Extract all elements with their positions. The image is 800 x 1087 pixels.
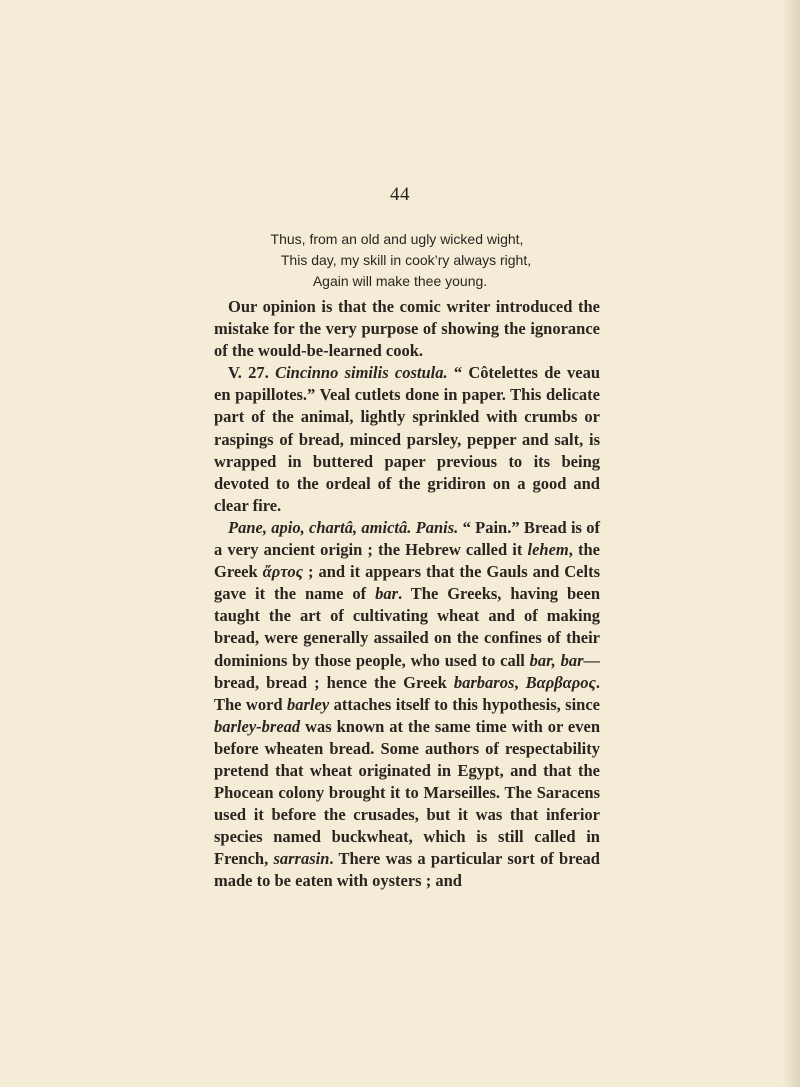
- paragraph: [214, 296, 600, 362]
- text-run: “ Côtelettes de veau en papillotes.” Veal cutlets done in paper. This delicate part of the animal, lightly sprinkled with crumbs or raspings of bread, minced parsley, pepper and salt, is wrapped in buttered paper previous to its being devoted to the ordeal of the gridiron on a good and clear fire.: [214, 363, 600, 515]
- italic-text-run: barley: [287, 694, 330, 714]
- text-run: . The Greeks, having been taught the art of cultivating wheat and of making bread, were generally assailed on the confines of their dominions by those people, who used to call: [214, 584, 600, 670]
- paragraph: [214, 517, 600, 893]
- text-run: . The word: [214, 672, 601, 714]
- italic-text-run: barley-bread: [214, 716, 301, 736]
- body-text: [214, 296, 600, 893]
- verse-line: Thus, from an old and ugly wicked wight,: [270, 231, 524, 247]
- verse-line: This day, my skill in cook’ry always right,: [280, 252, 532, 268]
- text-run: V. 27.: [228, 363, 276, 383]
- italic-text-run: bar, bar: [529, 650, 584, 670]
- paragraph: [214, 362, 600, 517]
- text-run: . There was a particular sort of bread made to be eaten with oysters ; and: [214, 849, 600, 891]
- italic-text-run: lehem: [527, 540, 569, 560]
- italic-text-run: bar: [375, 584, 398, 604]
- text-run: attaches itself to this hypothesis, since: [329, 694, 600, 714]
- page-number: 44: [390, 184, 410, 205]
- text-run: was known at the same time with or even before wheaten bread. Some authors of respectability pretend that wheat originated in Egypt, and that the Phocean colony brought it to Marseilles. The Saracens used it before the crusades, but it was that inferior species named buckwheat, which is still called in French,: [214, 716, 600, 869]
- text-run: Our opinion is that the comic writer introduced the mistake for the very purpose of showing the ignorance of the would-be-learned cook.: [214, 297, 600, 361]
- text-run: , the Greek: [214, 540, 600, 582]
- verse-line: Again will make thee young.: [312, 273, 488, 289]
- italic-text-run: Cincinno similis costula.: [275, 363, 448, 383]
- text-run: “ Pain.” Bread is of a very ancient origin ; the Hebrew called it: [214, 517, 600, 560]
- italic-text-run: sarrasin: [273, 849, 330, 869]
- italic-text-run: Pane, apio, chartâ, amictâ. Panis.: [228, 517, 459, 537]
- text-run: —bread, bread ; hence the Greek: [214, 650, 601, 692]
- text-run: ,: [514, 672, 526, 692]
- italic-text-run: ἄρτος: [262, 562, 303, 582]
- page-edge-shadow: [782, 0, 800, 1087]
- italic-text-run: Βαρβαρος: [525, 672, 596, 692]
- italic-text-run: barbaros: [453, 672, 515, 692]
- verse-block: [0, 229, 800, 292]
- text-run: ; and it appears that the Gauls and Celts gave it the name of: [214, 562, 600, 604]
